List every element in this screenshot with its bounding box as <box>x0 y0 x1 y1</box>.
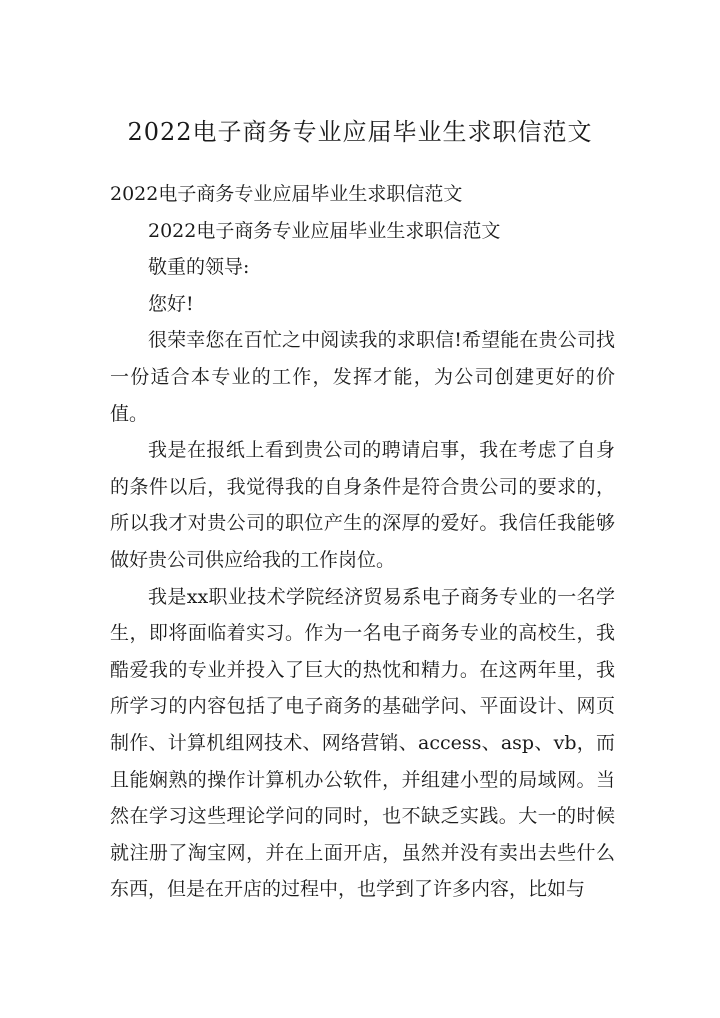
body-paragraph: 我是xx职业技术学院经济贸易系电子商务专业的一名学生，即将面临着实习。作为一名电子商务专业的高校生，我酷爱我的专业并投入了巨大的热忱和精力。在这两年里，我所学习的内容包括了电子商务的基础学问、平面设计、网页制作、计算机组网技术、网络营销、access、asp、vb，而且能娴熟的操作计算机办公软件，并组建小型的局域网。当然在学习这些理论学问的同时，也不缺乏实践。大一的时候就注册了淘宝网，并在上面开店，虽然并没有卖出去些什么东西，但是在开店的过程中，也学到了许多内容，比如与 <box>110 585 615 901</box>
body-paragraph: 2022电子商务专业应届毕业生求职信范文 <box>110 183 463 205</box>
body-paragraph: 很荣幸您在百忙之中阅读我的求职信!希望能在贵公司找一份适合本专业的工作，发挥才能，为公司创建更好的价值。 <box>110 329 615 425</box>
document-title: 2022电子商务专业应届毕业生求职信范文 <box>127 118 593 146</box>
body-paragraph: 我是在报纸上看到贵公司的聘请启事，我在考虑了自身的条件以后，我觉得我的自身条件是符合贵公司的要求的，所以我才对贵公司的职位产生的深厚的爱好。我信任我能够做好贵公司供应给我的工作岗位。 <box>110 439 615 571</box>
salutation: 敬重的领导: <box>148 256 250 279</box>
body-paragraph: 2022电子商务专业应届毕业生求职信范文 <box>148 219 501 242</box>
greeting: 您好! <box>148 292 194 315</box>
document-body <box>110 176 615 908</box>
